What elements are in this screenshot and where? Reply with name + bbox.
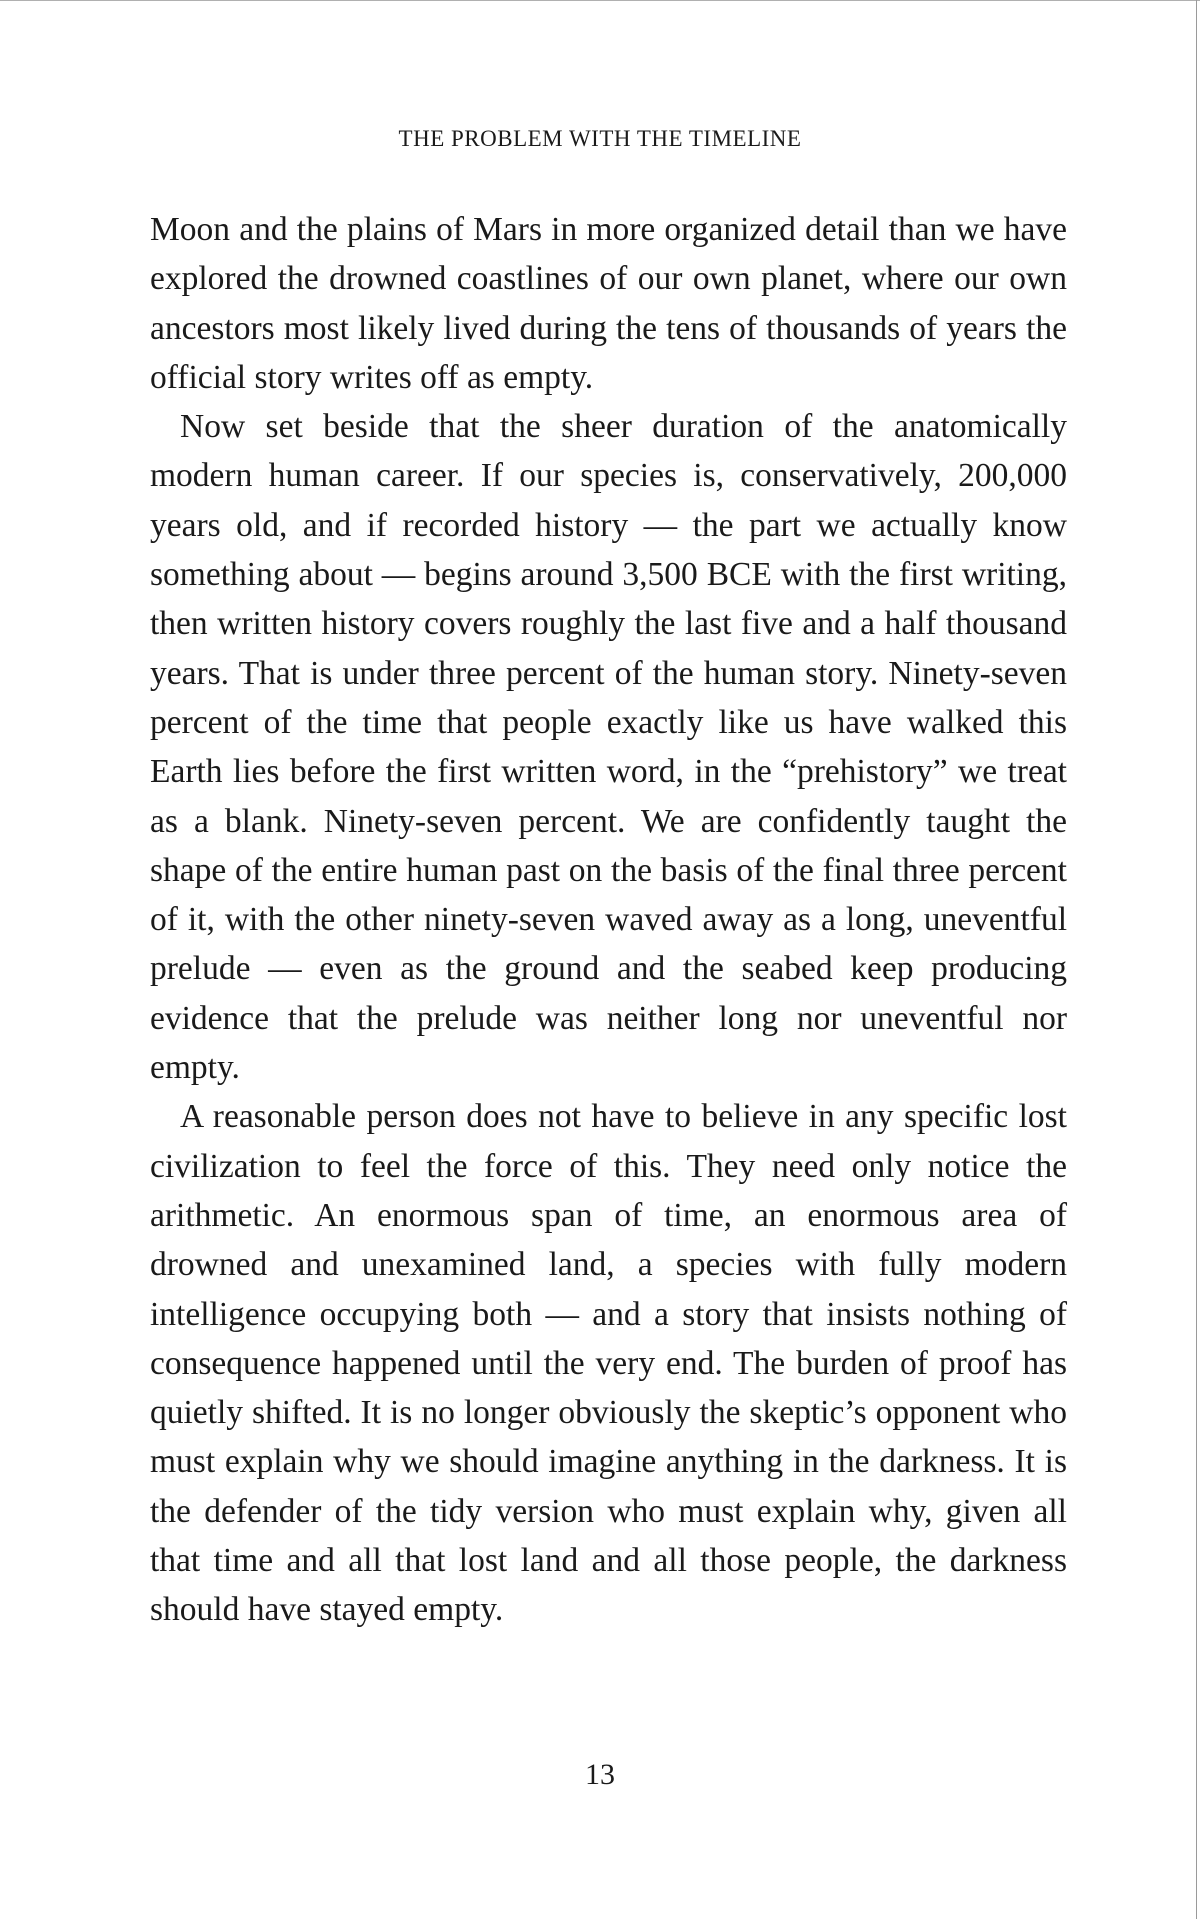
- page-number: 13: [585, 1758, 615, 1791]
- paragraph-continued: Moon and the plains of Mars in more organized detail than we have explored the drowned coastlines of our own planet, where our own ancestors most likely lived during the tens of thousands of years the official story writes off as empty.: [150, 211, 1067, 396]
- body-text: [150, 205, 1067, 1635]
- running-head: THE PROBLEM WITH THE TIMELINE: [398, 126, 802, 151]
- paragraph-burden-of-proof: A reasonable person does not have to believe in any specific lost civilization to feel the force of this. They need only notice the arithmetic. An enormous span of time, an enormous area of drowned and unexamined land, a species with fully modern intelligence occupying both — and a story that insists nothing of consequence happened until the very end. The burden of proof has quietly shifted. It is no longer obviously the skeptic’s opponent who must explain why we should imagine anything in the darkness. It is the defender of the tidy version who must explain why, given all that time and all that lost land and all those people, the darkness should have stayed empty.: [150, 1098, 1067, 1629]
- page-right-edge: [1196, 0, 1197, 1919]
- page-top-edge: [0, 0, 1200, 1]
- paragraph-timeline-duration: Now set beside that the sheer duration of the anatomically modern human career. If our species is, conservatively, 200,000 years old, and if recorded history — the part we actually know something about — begins around 3,500 BCE with the first writing, then written history covers roughly the last five and a half thousand years. That is under three percent of the human story. Ninety-seven percent of the time that people exactly like us have walked this Earth lies before the first written word, in the “prehistory” we treat as a blank. Ninety-seven percent. We are confidently taught the shape of the entire human past on the basis of the final three percent of it, with the other ninety-seven waved away as a long, uneventful prelude — even as the ground and the seabed keep producing evidence that the prelude was neither long nor uneventful nor empty.: [150, 408, 1067, 1087]
